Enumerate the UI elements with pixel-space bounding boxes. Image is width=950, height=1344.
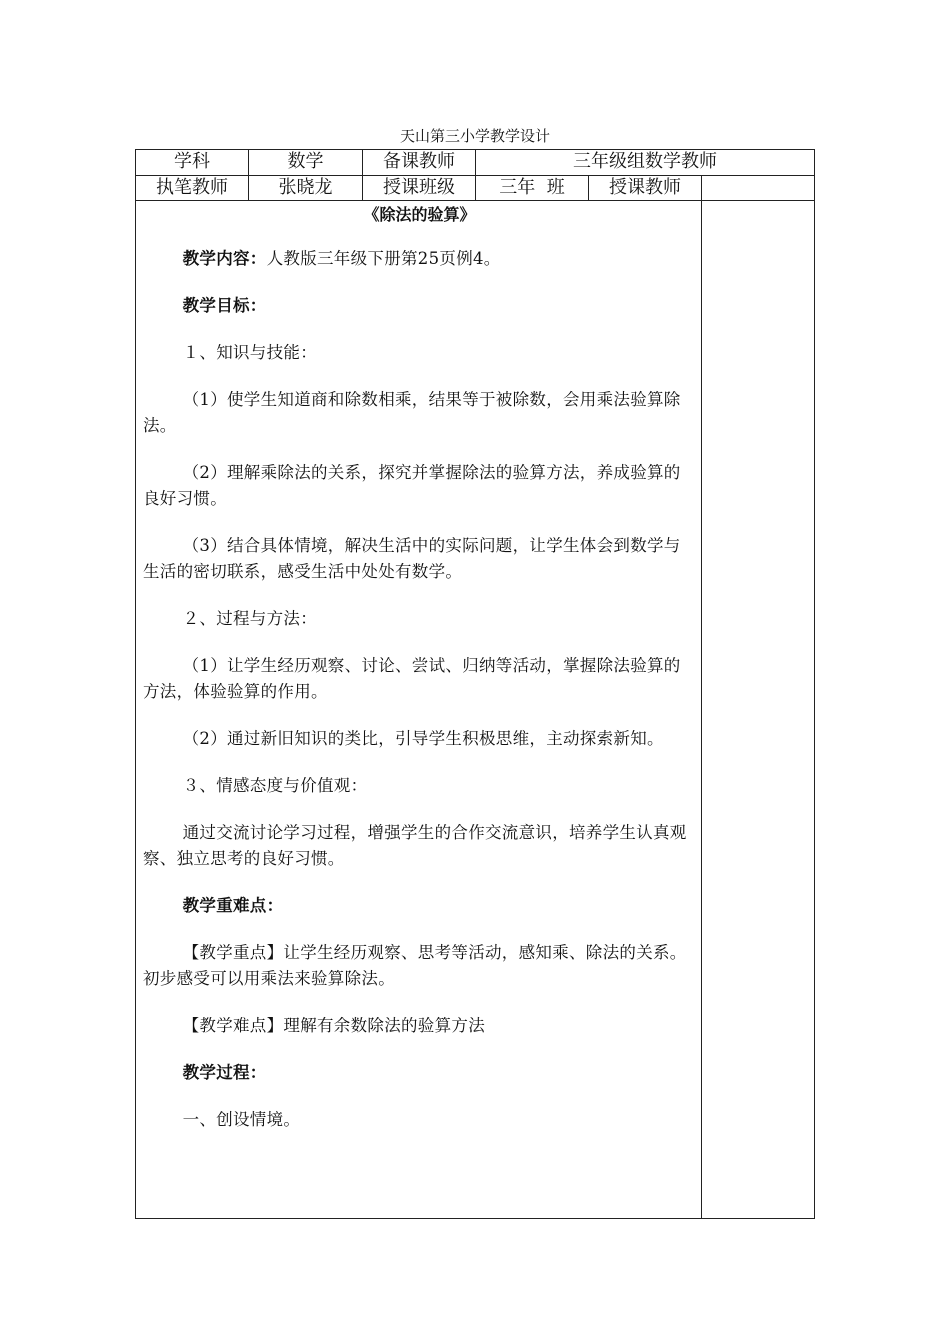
goal1-item: （1）使学生知道商和除数相乘，结果等于被除数，会用乘法验算除法。: [143, 390, 681, 435]
goal3-heading: ３、情感态度与价值观：: [182, 776, 368, 795]
row-divider: [135, 200, 815, 201]
goal1-item: （2）理解乘除法的关系，探究并掌握除法的验算方法，养成验算的良好习惯。: [143, 463, 681, 508]
author-value: 张晓龙: [278, 177, 333, 198]
goal3-text: 通过交流讨论学习过程，增强学生的合作交流意识，培养学生认真观察、独立思考的良好习惯。: [143, 823, 687, 868]
key-point: 【教学重点】让学生经历观察、思考等活动，感知乘、除法的关系。初步感受可以用乘法来验算除法。: [143, 943, 687, 988]
goal2-item: （2）通过新旧知识的类比，引导学生积极思维，主动探索新知。: [182, 729, 664, 748]
notes-column-divider: [701, 175, 702, 1219]
content-text: 人教版三年级下册第25页例4。: [266, 249, 501, 268]
goal1-item: （3）结合具体情境，解决生活中的实际问题，让学生体会到数学与生活的密切联系，感受生活中处处有数学。: [143, 536, 681, 581]
content-label: 教学内容：: [182, 249, 267, 268]
lesson-content: [143, 204, 696, 1133]
teacher-label: 授课教师: [609, 177, 681, 198]
subject-label: 学科: [174, 151, 210, 172]
document-title: 天山第三小学教学设计: [399, 127, 550, 145]
lesson-title: 《除法的验算》: [363, 205, 476, 224]
key-points-heading: 教学重难点：: [182, 896, 284, 915]
prep-teacher-label: 备课教师: [383, 151, 455, 172]
difficult-point: 【教学难点】理解有余数除法的验算方法: [182, 1016, 485, 1035]
class-label: 授课班级: [383, 177, 455, 198]
process-step: 一、创设情境。: [182, 1110, 301, 1129]
class-value: 三年 班: [499, 177, 565, 198]
subject-value: 数学: [287, 151, 324, 172]
teacher-value: [702, 176, 814, 200]
teaching-content: [143, 246, 696, 272]
goal2-item: （1）让学生经历观察、讨论、尝试、归纳等活动，掌握除法验算的方法，体验验算的作用。: [143, 656, 681, 701]
author-label: 执笔教师: [156, 177, 228, 198]
prep-teacher-value: 三年级组数学教师: [573, 151, 717, 172]
goals-heading: 教学目标：: [182, 296, 267, 315]
goal2-heading: ２、过程与方法：: [182, 609, 317, 628]
process-heading: 教学过程：: [182, 1063, 267, 1082]
goal1-heading: １、知识与技能：: [182, 343, 317, 362]
